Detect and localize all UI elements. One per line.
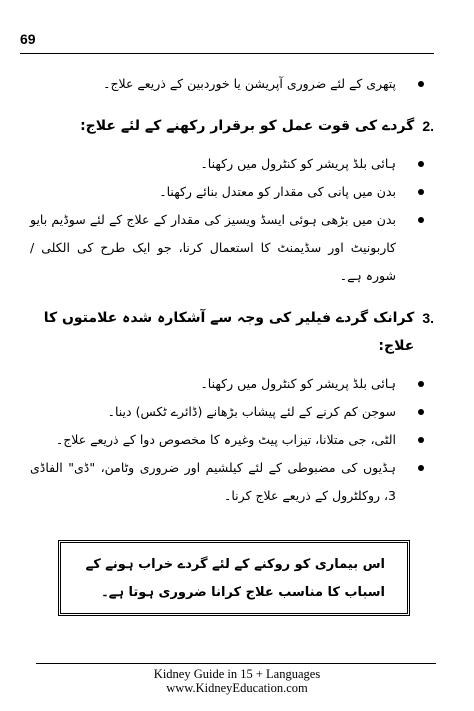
section-title: گردے کی قوت عمل کو برقرار رکھنے کے لئے علاج: <box>80 118 415 134</box>
callout-text: اس بیماری کو روکنے کے لئے گردے خراب ہونے کے اسباب کا مناسب علاج کرانا ضروری ہوتا ہے۔ <box>85 557 385 600</box>
list-item <box>30 370 434 398</box>
section-2-list <box>30 150 434 290</box>
list-item-text: ہڈیوں کی مضبوطی کے لئے کیلشیم اور ضروری وٹامن، "ڈی" الفاڈی 3، روکلٹرول کے ذریعے علاج کرنا۔ <box>30 460 396 503</box>
footer-website: www.KidneyEducation.com <box>166 681 308 695</box>
list-item <box>30 206 434 290</box>
list-item-text: ہائی بلڈ پریشر کو کنٹرول میں رکھنا۔ <box>200 156 396 171</box>
section-heading-2 <box>30 112 434 140</box>
bullet-icon <box>418 381 424 387</box>
page-body <box>30 70 434 510</box>
footer-divider <box>36 663 436 664</box>
list-item <box>30 70 434 98</box>
section-heading-3 <box>30 304 434 360</box>
list-item-text: ہائی بلڈ پریشر کو کنٹرول میں رکھنا۔ <box>200 376 396 391</box>
bullet-icon <box>418 161 424 167</box>
bullet-icon <box>418 189 424 195</box>
section-3-list <box>30 370 434 510</box>
bullet-icon <box>418 217 424 223</box>
bullet-icon <box>418 437 424 443</box>
list-item-text: پتھری کے لئے ضروری آپریشن یا خوردبین کے ذریعے علاج۔ <box>103 76 396 91</box>
section-number: 2. <box>422 118 434 134</box>
header-divider <box>20 53 434 54</box>
list-item-text: بدن میں بڑھی ہوئی ایسڈ ویسیز کی مقدار کے علاج کے لئے سوڈیم بایو کاربونیٹ اور سڈیمنٹ کا استعمال کرنا، جو ایک طرح کی الکلی / شورہ ہے۔ <box>30 212 396 283</box>
bullet-icon <box>418 409 424 415</box>
bullet-icon <box>418 81 424 87</box>
list-item-text: بدن میں پانی کی مقدار کو معتدل بنائے رکھنا۔ <box>159 184 396 199</box>
section-1-list <box>30 70 434 98</box>
callout-box <box>58 540 410 616</box>
list-item-text: الٹی، جی متلانا، تیزاب پیٹ وغیرہ کا مخصوص دوا کے ذریعے علاج۔ <box>55 432 396 447</box>
list-item <box>30 150 434 178</box>
bullet-icon <box>418 465 424 471</box>
section-title: کرانک گردے فیلیر کی وجہ سے آشکارہ شدہ علامتوں کا علاج: <box>43 310 415 354</box>
footer-title: Kidney Guide in 15 + Languages <box>153 667 321 681</box>
list-item <box>30 454 434 510</box>
list-item <box>30 426 434 454</box>
section-number: 3. <box>422 310 434 326</box>
list-item-text: سوجن کم کرنے کے لئے پیشاب بڑھانے (ڈائرے ٹکس) دینا۔ <box>107 404 396 419</box>
footer <box>0 667 474 695</box>
page-number: 69 <box>20 31 36 47</box>
list-item <box>30 178 434 206</box>
list-item <box>30 398 434 426</box>
